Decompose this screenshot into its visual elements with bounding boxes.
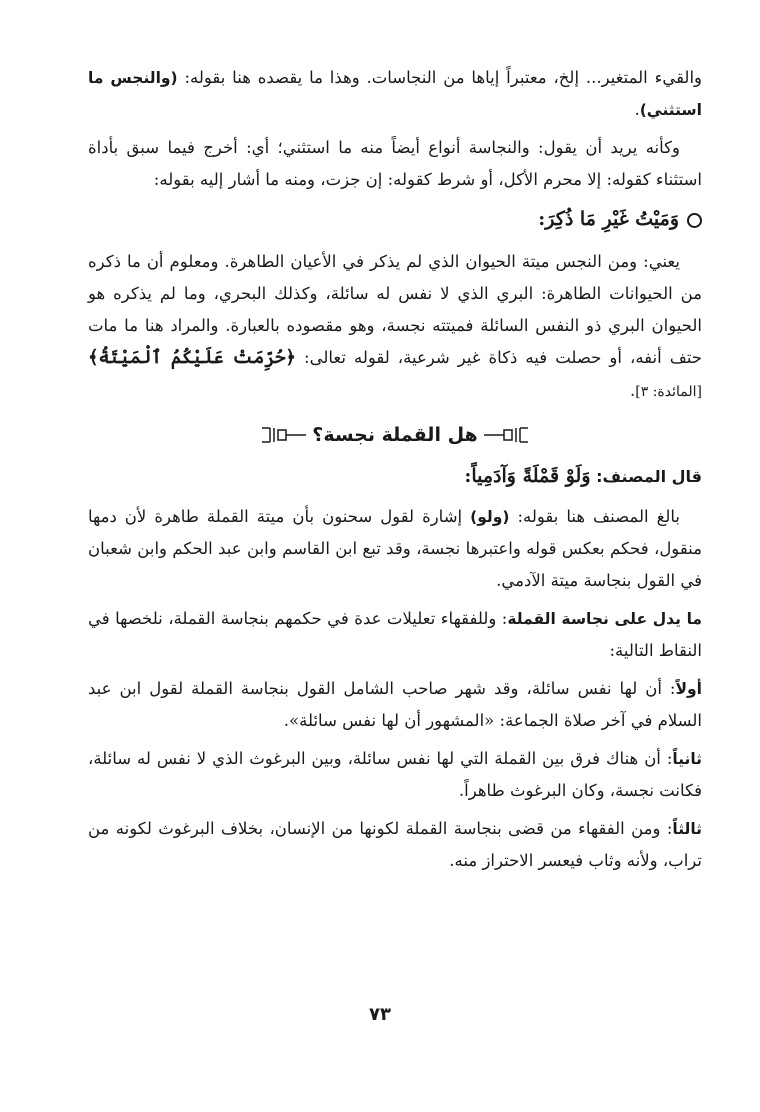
paragraph-evidence <box>88 603 702 667</box>
point-second <box>88 743 702 807</box>
paragraph-text: : وللفقهاء تعليلات عدة في حكمهم بنجاسة القملة، نلخصها في النقاط التالية: <box>88 609 702 660</box>
author-label: قال المصنف: <box>590 467 702 486</box>
paragraph-continuation <box>88 62 702 126</box>
paragraph-exception-types: وكأنه يريد أن يقول: والنجاسة أنواع أيضاً منه ما استثني؛ أي: أخرج فيما سبق بأداة استثناء كقوله: إلا محرم الأكل، أو شرط كقوله: إن جزت، ومنه ما أشار إليه بقوله: <box>88 138 702 189</box>
paragraph-sahnun <box>88 501 702 597</box>
paragraph-text: يعني: ومن النجس ميتة الحيوان الذي لم يذكر في الأعيان الطاهرة. ومعلوم أن ما ذكره من الحيوانات الطاهرة: البري الذي لا نفس له سائلة، وكذلك البحري، وما لم يذكره هو الحيوان البري ذو النفس السائلة فميتته نجسة، وهو مقصوده بالعبارة. والمراد هنا ما مات حتف أنفه، أو حصلت فيه ذكاة غير شرعية، لقوله تعالى: <box>88 252 702 367</box>
paragraph-text-end: . <box>630 381 636 400</box>
ornament-right-icon <box>484 426 530 444</box>
point-text: : ومن الفقهاء من قضى بنجاسة القملة لكونها من الإنسان، بخلاف البرغوث لكونه من تراب، ولأنه وثاب فيعسر الاحتراز منه. <box>88 819 702 870</box>
author-quote-line <box>88 460 702 493</box>
verse-reference: [المائدة: ٣] <box>635 384 702 400</box>
quran-verse: ﴿حُرِّمَتْ عَلَيْكُمُ ٱلْمَيْتَةُ﴾ <box>88 347 296 368</box>
point-first <box>88 673 702 737</box>
matn-text: وَمَيْتُ غَيْرِ مَا ذُكِرَ: <box>538 208 679 230</box>
page-number: ٧٣ <box>369 1004 391 1025</box>
paragraph-dead-animal <box>88 246 702 408</box>
matn-line <box>88 202 702 236</box>
section-heading-title: هل القملة نجسة؟ <box>312 424 478 446</box>
point-label: أولاً <box>675 680 702 698</box>
bold-phrase: (ولو) <box>470 508 510 526</box>
matn-text: وَلَوْ قَمْلَةً وَآدَمِياً: <box>464 465 591 487</box>
paragraph-text-end: إشارة لقول سحنون بأن ميتة القملة طاهرة لأن دمها منقول، فحكم بعكس قوله واعتبرها نجسة، وقد تبع ابن القاسم وابن عبد الحكم وابن شعبان في القول بنجاسة ميتة الآدمي. <box>88 507 702 590</box>
bold-phrase: ما يدل على نجاسة القملة <box>507 610 702 628</box>
point-text: : أن هناك فرق بين القملة التي لها نفس سائلة، وبين البرغوث الذي لا نفس له سائلة، فكانت نجسة، وكان البرغوث طاهراً. <box>88 749 702 800</box>
paragraph-text: والقيء المتغير... إلخ، معتبراً إياها من النجاسات. وهذا ما يقصده هنا بقوله: <box>177 68 703 87</box>
bold-phrase: (والنجس ما استثني) <box>88 69 702 119</box>
section-heading <box>88 424 702 446</box>
page-body <box>88 62 702 881</box>
paragraph-text-end: . <box>634 100 640 119</box>
point-third <box>88 813 702 877</box>
circle-marker-icon <box>687 213 702 228</box>
point-label: ثانياً <box>672 750 702 768</box>
point-label: ثالثاً <box>672 820 702 838</box>
ornament-left-icon <box>260 426 306 444</box>
point-text: : أن لها نفس سائلة، وقد شهر صاحب الشامل القول بنجاسة القملة لقول ابن عبد السلام في آخر صلاة الجماعة: «المشهور أن لها نفس سائلة». <box>88 679 702 730</box>
paragraph-text: بالغ المصنف هنا بقوله: <box>509 507 680 526</box>
